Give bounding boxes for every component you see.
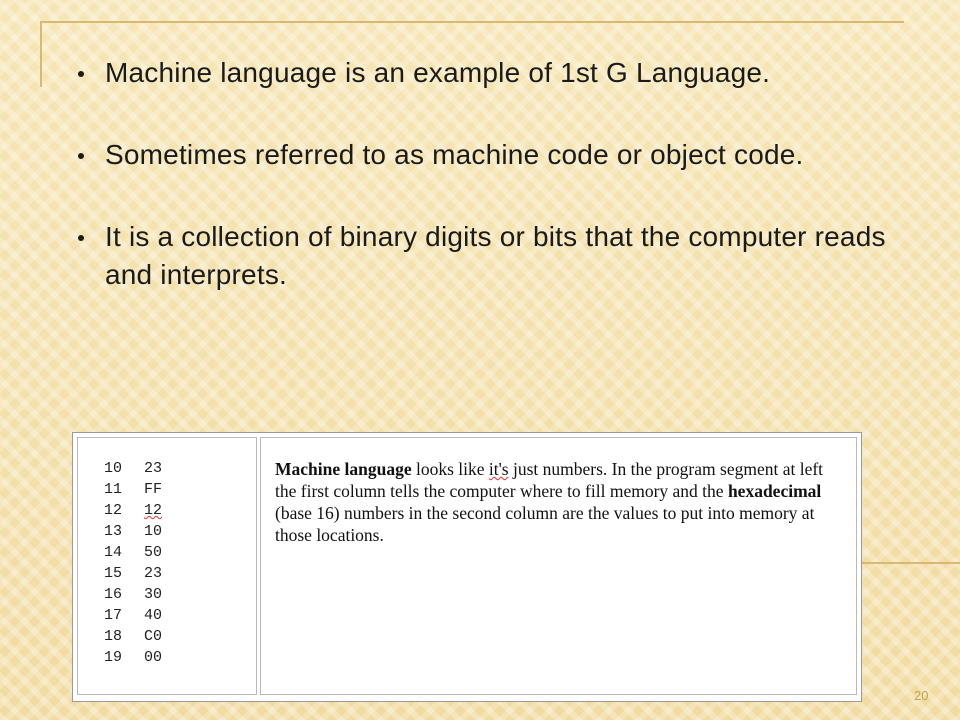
code-row bbox=[104, 584, 256, 605]
slide-frame-right-line bbox=[862, 562, 960, 564]
code-address: 12 bbox=[104, 502, 123, 519]
code-value: 30 bbox=[144, 586, 163, 603]
code-address: 17 bbox=[104, 607, 123, 624]
code-address: 19 bbox=[104, 649, 123, 666]
description-text: looks like bbox=[411, 459, 489, 479]
bullet-item bbox=[78, 136, 898, 174]
code-value: 12 bbox=[144, 502, 163, 519]
code-row bbox=[104, 563, 256, 584]
code-row bbox=[104, 542, 256, 563]
bullet-item bbox=[78, 218, 898, 294]
code-row bbox=[104, 605, 256, 626]
code-value: FF bbox=[144, 481, 163, 498]
bullet-text: Machine language is an example of 1st G Language. bbox=[105, 57, 771, 88]
code-value: 10 bbox=[144, 523, 163, 540]
code-address: 15 bbox=[104, 565, 123, 582]
code-value: 40 bbox=[144, 607, 163, 624]
code-value: 00 bbox=[144, 649, 163, 666]
code-address: 11 bbox=[104, 481, 123, 498]
code-value: C0 bbox=[144, 628, 163, 645]
code-value: 23 bbox=[144, 460, 163, 477]
slide-frame-top-line bbox=[40, 21, 904, 23]
bullet-dot-icon bbox=[78, 235, 84, 241]
code-row bbox=[104, 521, 256, 542]
bullet-item bbox=[78, 54, 898, 92]
code-row bbox=[104, 647, 256, 668]
code-row bbox=[104, 626, 256, 647]
code-row bbox=[104, 458, 256, 479]
bullet-dot-icon bbox=[78, 71, 84, 77]
description-bold-term: Machine language bbox=[275, 459, 412, 479]
bullet-list bbox=[78, 54, 898, 294]
code-address: 14 bbox=[104, 544, 123, 561]
machine-code-figure bbox=[72, 432, 862, 702]
code-address: 13 bbox=[104, 523, 123, 540]
description-marked-word: it's bbox=[488, 459, 509, 479]
slide-frame-left-line bbox=[40, 21, 42, 87]
code-row bbox=[104, 479, 256, 500]
code-address: 10 bbox=[104, 460, 123, 477]
description-bold-term: hexadecimal bbox=[727, 481, 822, 501]
bullet-text: Sometimes referred to as machine code or object code. bbox=[105, 139, 804, 170]
bullet-dot-icon bbox=[78, 153, 84, 159]
code-row bbox=[104, 500, 256, 521]
code-value: 50 bbox=[144, 544, 163, 561]
code-value: 23 bbox=[144, 565, 163, 582]
code-description bbox=[260, 437, 857, 695]
bullet-text: It is a collection of binary digits or bits that the computer reads and interprets. bbox=[105, 221, 886, 290]
code-address: 16 bbox=[104, 586, 123, 603]
description-text: (base 16) numbers in the second column are the values to put into memory at those locations. bbox=[275, 503, 815, 545]
description-text: just numbers. In the program segment at left the first column tells the computer where to fill memory and the bbox=[275, 459, 824, 501]
page-number: 20 bbox=[914, 688, 929, 703]
code-address: 18 bbox=[104, 628, 123, 645]
code-listing bbox=[77, 437, 257, 695]
